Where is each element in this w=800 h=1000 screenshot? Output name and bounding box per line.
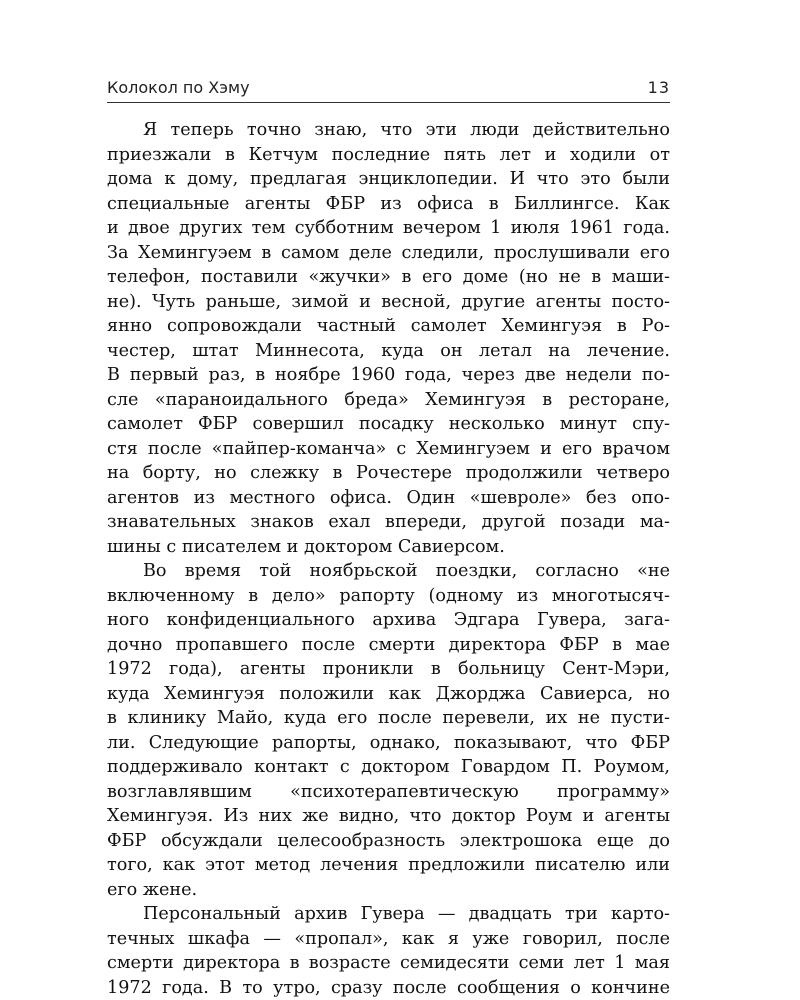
text-line: специальные агенты ФБР из офиса в Биллингсе. Как	[107, 193, 670, 214]
text-line: янно сопровождали частный самолет Хемингуэя в Ро-	[107, 316, 670, 336]
text-line: Персональный архив Гувера — двадцать три карто-	[143, 904, 670, 924]
text-line: В первый раз, в ноябре 1960 года, через две недели по-	[107, 365, 670, 385]
text-line: телефон, поставили «жучки» в его доме (но не в маши-	[107, 267, 670, 287]
text-line: 1972 года. В то утро, сразу после сообщения о кончине	[107, 977, 670, 998]
page-number: 13	[647, 78, 670, 97]
text-line: ли. Следующие рапорты, однако, показывают, что ФБР	[107, 732, 670, 753]
text-line: его жене.	[107, 879, 198, 900]
text-line: агентов из местного офиса. Один «шевроле» без опо-	[107, 487, 670, 508]
text-line: Хемингуэя. Из них же видно, что доктор Роум и агенты	[107, 806, 670, 826]
text-line: ного конфиденциального архива Эдгара Гувера, зага-	[107, 610, 670, 630]
text-line: того, как этот метод лечения предложили писателю или	[107, 855, 670, 875]
text-line: в клинику Майо, куда его после перевели, их не пусти-	[107, 708, 670, 728]
text-line: ФБР обсуждали целесообразность электрошока еще до	[107, 830, 670, 851]
text-line: самолет ФБР совершил посадку несколько минут спу-	[107, 414, 670, 434]
text-line: течных шкафа — «пропал», как я уже говорил, после	[107, 928, 670, 949]
text-line: смерти директора в возрасте семидесяти семи лет 1 мая	[107, 953, 670, 973]
text-line: и двое других тем субботним вечером 1 июля 1961 года.	[107, 218, 670, 238]
text-line: поддерживало контакт с доктором Говардом П. Роумом,	[107, 757, 670, 777]
text-line: дочно пропавшего после смерти директора ФБР в мае	[107, 634, 670, 655]
text-line: возглавлявшим «психотерапевтическую программу»	[107, 781, 670, 802]
book-title: Колокол по Хэму	[107, 78, 250, 97]
text-line: честер, штат Миннесота, куда он летал на лечение.	[107, 340, 670, 361]
text-line: 1972 года), агенты проникли в больницу Сент-Мэри,	[107, 659, 670, 679]
text-line: приезжали в Кетчум последние пять лет и ходили от	[107, 144, 670, 165]
header-rule	[107, 102, 670, 103]
text-line: Я теперь точно знаю, что эти люди действительно	[143, 120, 670, 140]
text-line: Во время той ноябрьской поездки, согласно «не	[143, 561, 670, 581]
text-line: куда Хемингуэя положили как Джорджа Савиерса, но	[107, 683, 670, 704]
body-text	[107, 118, 670, 1000]
text-line: сле «параноидального бреда» Хемингуэя в ресторане,	[107, 389, 670, 410]
text-line: За Хемингуэем в самом деле следили, прослушивали его	[107, 242, 670, 263]
text-line: на борту, но слежку в Рочестере продолжили четверо	[107, 463, 670, 483]
text-line: дома к дому, предлагая энциклопедии. И что это были	[107, 169, 670, 189]
text-line: не). Чуть раньше, зимой и весной, другие агенты посто-	[107, 291, 670, 312]
text-line: включенному в дело» рапорту (одному из многотысяч-	[107, 585, 670, 606]
text-line: шины с писателем и доктором Савиерсом.	[107, 536, 505, 557]
text-line: знавательных знаков ехал впереди, другой позади ма-	[107, 512, 670, 532]
running-header	[107, 78, 670, 100]
text-line: стя после «пайпер-команча» с Хемингуэем и его врачом	[107, 438, 670, 459]
